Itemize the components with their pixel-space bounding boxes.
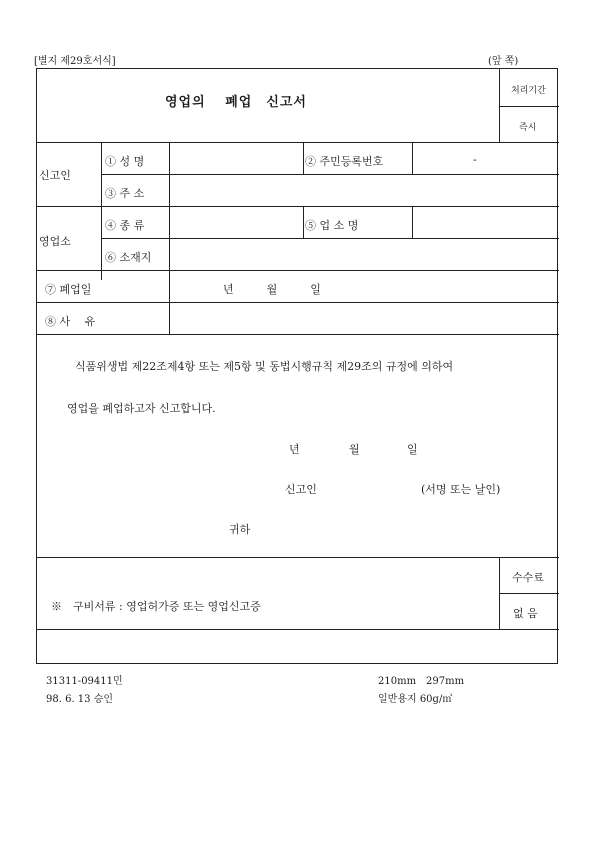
business-location-field[interactable] — [174, 244, 554, 266]
applicant-section-label: 신고인 — [39, 169, 71, 182]
closure-date-value[interactable]: 년 월 일 — [223, 283, 321, 296]
business-type-label: ④ 종 류 — [105, 219, 145, 232]
divider — [412, 206, 413, 238]
addressee-label: 귀하 — [229, 523, 251, 536]
form-title: 영업의 폐업 신고서 — [165, 95, 307, 110]
divider — [37, 334, 559, 335]
business-name-label: ⑤ 업 소 명 — [305, 219, 359, 232]
page-side-label: (앞 쪽) — [488, 56, 519, 67]
divider — [37, 557, 559, 558]
business-location-label: ⑥ 소재지 — [105, 251, 152, 264]
divider — [303, 206, 304, 238]
business-section-label: 영업소 — [39, 235, 71, 248]
processing-period-value: 즉시 — [519, 123, 537, 133]
divider — [37, 629, 559, 630]
resident-number-label: ② 주민등록번호 — [305, 155, 384, 168]
address-field[interactable] — [174, 179, 554, 201]
fee-label: 수수료 — [512, 571, 544, 584]
approval-date: 98. 6. 13 승인 — [46, 694, 114, 705]
closure-date-label: ⑦ 폐업일 — [45, 283, 92, 296]
divider — [37, 142, 559, 143]
form-number: [별지 제29호서식] — [34, 56, 116, 67]
divider — [412, 142, 413, 174]
statement-line-2: 영업을 폐업하고자 신고합니다. — [67, 402, 216, 415]
form-code: 31311-09411민 — [46, 676, 123, 687]
declarer-label: 신고인 — [285, 483, 317, 496]
statement-day: 일 — [407, 443, 418, 456]
business-type-field[interactable] — [174, 212, 298, 234]
signature-note: (서명 또는 날인) — [421, 483, 501, 496]
paper-type: 일반용지 60g/㎡ — [378, 694, 453, 705]
business-name-field[interactable] — [417, 212, 553, 234]
name-field[interactable] — [174, 149, 298, 171]
closure-reason-label: ⑧ 사 유 — [45, 315, 96, 328]
divider — [303, 142, 304, 174]
divider — [169, 206, 170, 270]
fee-value: 없 음 — [513, 607, 538, 620]
statement-month: 월 — [349, 443, 360, 456]
divider — [169, 142, 170, 174]
closure-reason-field[interactable] — [174, 308, 554, 330]
divider — [499, 106, 559, 107]
divider — [101, 142, 102, 280]
divider — [169, 174, 170, 206]
divider — [499, 593, 559, 594]
resident-number-value[interactable]: - — [473, 153, 477, 166]
divider — [37, 206, 559, 207]
form-sheet — [36, 68, 558, 664]
required-documents-note: ※ 구비서류 : 영업허가증 또는 영업신고증 — [51, 600, 261, 613]
processing-period-label: 처리기간 — [511, 86, 546, 96]
address-label: ③ 주 소 — [105, 187, 145, 200]
statement-line-1: 식품위생법 제22조제4항 또는 제5항 및 동법시행규칙 제29조의 규정에 의하여 — [75, 360, 454, 373]
paper-size: 210mm 297mm — [378, 676, 465, 687]
divider — [37, 302, 559, 303]
statement-year: 년 — [289, 443, 300, 456]
name-label: ① 성 명 — [105, 155, 145, 168]
divider — [37, 270, 559, 271]
